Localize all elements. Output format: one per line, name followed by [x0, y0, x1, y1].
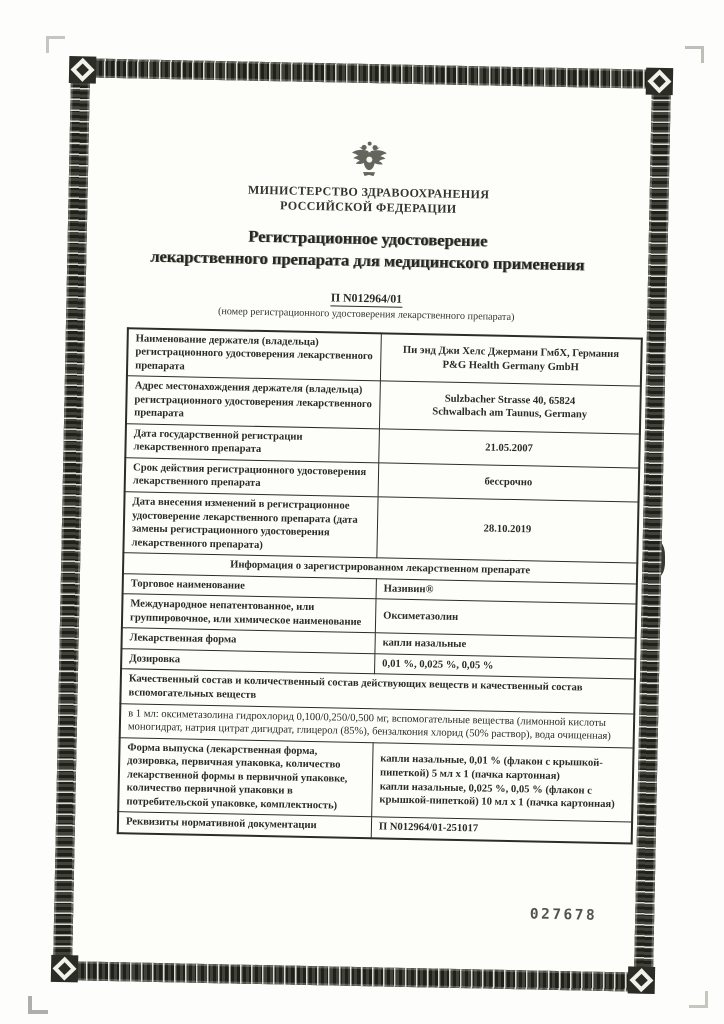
row-label: Срок действия регистрационного удостоверения лекарственного препарата: [125, 458, 379, 497]
registration-number: П N012964/01: [330, 289, 403, 306]
border-corner-ornament: [628, 966, 656, 994]
row-label: Наименование держателя (владельца) регистрационного удостоверения лекарственного препарата: [127, 328, 381, 381]
scanner-corner-mark: [685, 46, 704, 63]
russia-coat-of-arms-icon: [349, 139, 390, 182]
section-header: Информация о зарегистрированном лекарственном препарате: [123, 553, 637, 584]
certificate-document: [53, 58, 671, 992]
row-value: капли назальные, 0,01 % (флакон с крышкой-пипеткой) 5 мл х 1 (пачка картонная) капли назальные, 0,025 %, 0,05 % (флакон с крышкой-пипеткой) 10 мл х 1 (пачка картонная): [372, 742, 634, 822]
registration-details-table: [117, 327, 643, 845]
row-value: П N012964/01-251017: [371, 817, 632, 843]
row-label: Международное непатентованное, или группировочное, или химическое наименование: [122, 594, 376, 633]
document-title-line2: лекарственного препарата для медицинского применения: [150, 246, 585, 275]
row-value: Пи энд Джи Хелс Джермани ГмбХ, Германия P&G Health Germany GmbH: [380, 333, 641, 386]
table-row-amendment-date: [123, 492, 638, 563]
section-header: Качественный состав и количественный состав действующих веществ и качественный состав вспомогательных веществ: [120, 669, 635, 713]
row-value: 28.10.2019: [377, 497, 639, 563]
table-row-release-form: [118, 737, 633, 822]
row-label: Реквизиты нормативной документации: [118, 812, 372, 838]
ministry-header: [89, 179, 647, 220]
row-label: Торговое наименование: [123, 573, 377, 599]
scanner-corner-mark: [28, 996, 48, 1014]
row-value: бессрочно: [378, 463, 639, 502]
form-serial-number: 027678: [529, 906, 598, 924]
row-value: Називин®: [376, 579, 637, 605]
row-label: Дата внесения изменений в регистрационное удостоверение лекарственного препарата (дата замены регистрационного удостоверения лекарственного препарата): [123, 492, 378, 558]
document-title: [88, 222, 647, 278]
row-value: капли назальные: [375, 633, 636, 659]
row-value: Оксиметазолин: [375, 599, 636, 638]
composition-text: в 1 мл: оксиметазолина гидрохлорид 0,100/0,250/0,500 мг, вспомогательные вещества (лимонной кислоты моногидрат, натрия цитрат дигидрат, глицерол (85%), бензалкония хлорид (50% раствор), вода очищенная): [120, 703, 635, 747]
border-corner-ornament: [646, 68, 674, 96]
ministry-name-line2: РОССИЙСКОЙ ФЕДЕРАЦИИ: [279, 198, 457, 216]
ministry-name-line1: МИНИСТЕРСТВО ЗДРАВООХРАНЕНИЯ: [247, 182, 490, 202]
scanner-corner-mark: [46, 36, 65, 53]
row-label: Форма выпуска (лекарственная форма, дозировка, первичная упаковка, количество лекарственной формы в первичной упаковке, количество первичной упаковки в потребительской упаковке, комплектность): [118, 737, 373, 817]
row-label: Лекарственная форма: [121, 628, 375, 654]
certificate-content: [74, 79, 650, 970]
row-label: Дата государственной регистрации лекарственного препарата: [125, 424, 379, 463]
row-value: 0,01 %, 0,025 %, 0,05 %: [375, 654, 636, 680]
document-title-line1: Регистрационное удостоверение: [248, 226, 488, 251]
row-value: 21.05.2007: [379, 429, 640, 468]
registration-number-caption: (номер регистрационного удостоверения лекарственного препарата): [217, 305, 515, 323]
row-value: Sulzbacher Strasse 40, 65824 Schwalbach am Taunus, Germany: [379, 381, 640, 434]
ornamental-border: [71, 58, 671, 70]
row-label: Адрес местонахождения держателя (владельца) регистрационного удостоверения лекарственного препарата: [126, 376, 380, 429]
scanner-corner-mark: [689, 991, 708, 1008]
row-label: Дозировка: [121, 649, 375, 675]
